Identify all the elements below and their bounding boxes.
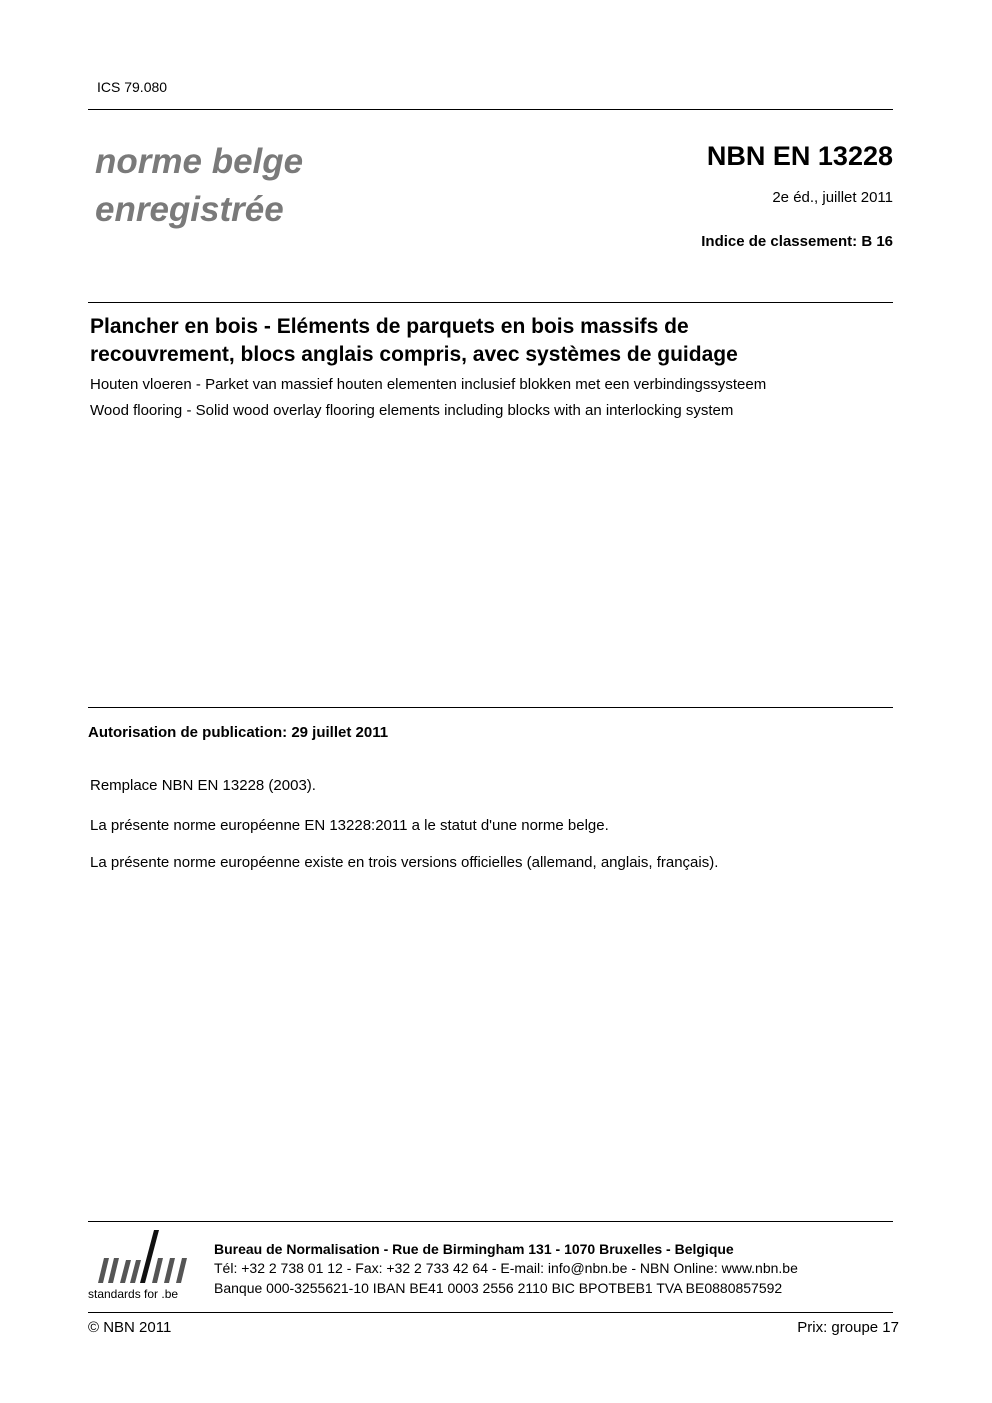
footer-contact: Tél: +32 2 738 01 12 - Fax: +32 2 733 42 64 - E-mail: info@nbn.be - NBN Online: www.nbn.be (214, 1260, 798, 1276)
brand-line-2: enregistrée (95, 190, 284, 229)
price-group: Prix: groupe 17 (797, 1319, 899, 1336)
footer-address: Bureau de Normalisation - Rue de Birmingham 131 - 1070 Bruxelles - Belgique (214, 1241, 734, 1257)
logo-tagline: standards for .be (88, 1287, 179, 1301)
divider (88, 302, 893, 303)
standard-id: NBN EN 13228 (706, 141, 893, 171)
paragraph: La présente norme européenne EN 13228:2011 a le statut d'une norme belge. (90, 817, 609, 834)
title-fr-1: Plancher en bois - Eléments de parquets en bois massifs de (90, 315, 689, 338)
edition: 2e éd., juillet 2011 (772, 189, 893, 206)
divider (88, 1221, 893, 1222)
publication-authorisation: Autorisation de publication: 29 juillet 2011 (88, 724, 389, 741)
title-fr-2: recouvrement, blocs anglais compris, avec systèmes de guidage (90, 343, 738, 366)
classification: Indice de classement: B 16 (701, 233, 893, 250)
nbn-logo (90, 1228, 200, 1288)
divider (88, 1312, 893, 1313)
divider (88, 109, 893, 110)
paragraph: Remplace NBN EN 13228 (2003). (90, 777, 316, 794)
title-nl: Houten vloeren - Parket van massief houten elementen inclusief blokken met een verbindingssysteem (90, 376, 767, 393)
ics-code: ICS 79.080 (97, 79, 168, 95)
title-en: Wood flooring - Solid wood overlay flooring elements including blocks with an interlocking system (90, 402, 734, 419)
paragraph: La présente norme européenne existe en trois versions officielles (allemand, anglais, français). (90, 854, 719, 871)
divider (88, 707, 893, 708)
copyright: © NBN 2011 (88, 1319, 172, 1336)
footer-bank: Banque 000-3255621-10 IBAN BE41 0003 2556 2110 BIC BPOTBEB1 TVA BE0880857592 (214, 1280, 783, 1296)
brand-line-1: norme belge (95, 142, 304, 181)
